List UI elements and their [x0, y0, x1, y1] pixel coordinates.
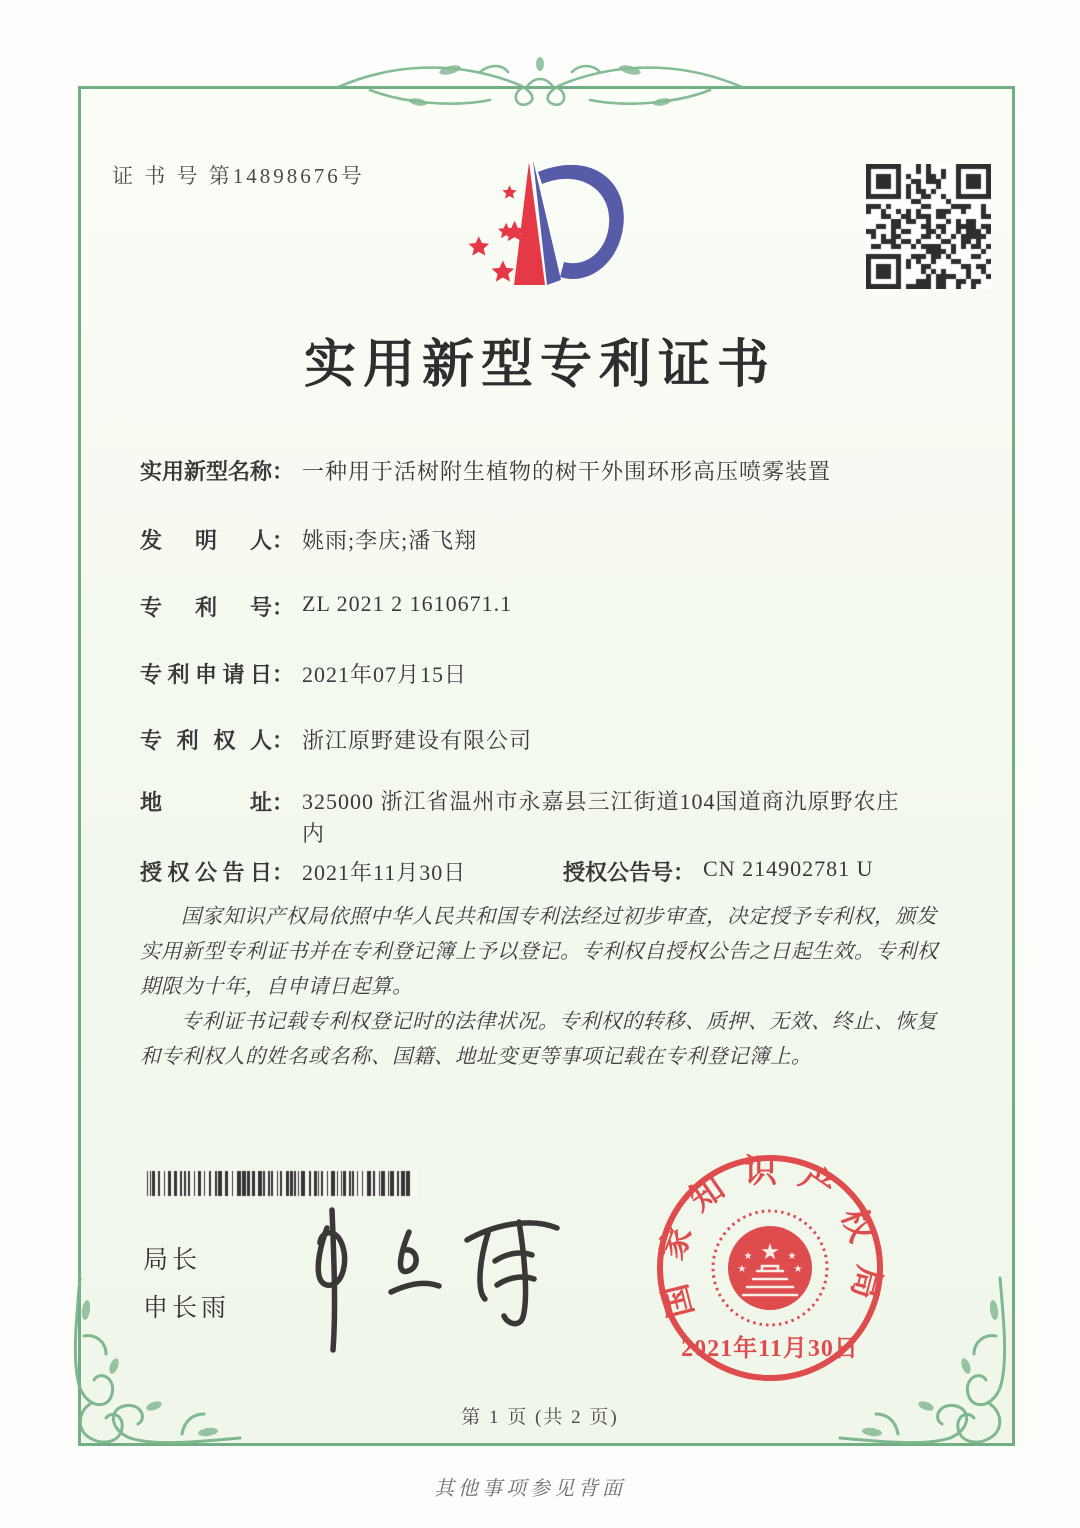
field-row-grant-number	[563, 856, 873, 887]
field-colon: ：	[272, 728, 295, 753]
field-value-patent-number: ZL 2021 2 1610671.1	[302, 591, 513, 616]
field-colon: ：	[272, 459, 295, 484]
field-label-grant-date: 授权公告日	[140, 860, 272, 885]
field-colon: ：	[272, 790, 295, 815]
field-label-inventor: 发明人	[140, 528, 272, 553]
field-label-address: 地址	[140, 790, 272, 815]
field-value-patentee: 浙江原野建设有限公司	[302, 728, 533, 753]
field-value-grant-number: CN 214902781 U	[703, 856, 874, 881]
svg-text:★: ★	[793, 1264, 803, 1275]
field-row-address	[140, 786, 920, 850]
field-colon: ：	[673, 860, 696, 885]
field-value-grant-date: 2021年11月30日	[302, 860, 467, 885]
field-value-filing-date: 2021年07月15日	[302, 662, 468, 687]
director-title-label: 局长	[143, 1247, 202, 1274]
legal-text-block	[140, 900, 952, 1075]
legal-paragraph-1: 国家知识产权局依照中华人民共和国专利法经过初步审查，决定授予专利权，颁发实用新型专利证书并在专利登记簿上予以登记。专利权自授权公告之日起生效。专利权期限为十年，自申请日起算。	[140, 906, 938, 998]
cnipa-logo	[450, 140, 650, 308]
field-colon: ：	[272, 528, 295, 553]
field-label-filing-date: 专利申请日	[140, 662, 272, 687]
field-colon: ：	[272, 595, 295, 620]
svg-text:★: ★	[737, 1264, 747, 1275]
director-signature-handwriting	[285, 1198, 585, 1353]
field-value-inventor: 姚雨;李庆;潘飞翔	[302, 528, 478, 553]
field-label-patent-number: 专利号	[140, 595, 272, 620]
svg-text:★: ★	[760, 1240, 780, 1265]
field-label-grant-number: 授权公告号	[563, 860, 674, 885]
field-label-patentee: 专利权人	[140, 728, 272, 753]
seal-national-emblem	[728, 1226, 812, 1310]
field-row-filing-date	[140, 658, 467, 689]
barcode	[145, 1170, 417, 1197]
field-value-address: 325000 浙江省温州市永嘉县三江街道104国道商氿原野农庄内	[302, 789, 900, 846]
svg-text:★: ★	[787, 1251, 797, 1262]
field-row-inventor	[140, 524, 477, 555]
field-row-grant-date	[140, 856, 466, 887]
field-colon: ：	[272, 860, 295, 885]
certificate-title: 实用新型专利证书	[303, 337, 776, 394]
page-number-footer: 第 1 页 (共 2 页)	[461, 1407, 619, 1428]
seal-date-text: 2021年11月30日	[681, 1336, 859, 1362]
see-reverse-note: 其他事项参见背面	[434, 1478, 626, 1500]
field-row-utility-model-name	[140, 455, 831, 486]
director-name-label: 申长雨	[143, 1295, 231, 1322]
legal-paragraph-2: 专利证书记载专利权登记时的法律状况。专利权的转移、质押、无效、终止、恢复和专利权人的姓名或名称、国籍、地址变更等事项记载在专利登记簿上。	[140, 1011, 937, 1068]
svg-text:★: ★	[743, 1251, 753, 1262]
field-row-patent-number	[140, 591, 512, 622]
qr-code	[866, 164, 991, 289]
certificate-number: 证 书 号 第14898676号	[112, 164, 365, 188]
field-label-name: 实用新型名称	[140, 459, 273, 484]
field-row-patentee	[140, 724, 532, 755]
seal-agency-text: 国家知识产权局	[653, 1154, 887, 1321]
field-value-name: 一种用于活树附生植物的树干外围环形高压喷雾装置	[302, 459, 832, 484]
field-colon: ：	[272, 662, 295, 687]
official-red-seal	[645, 1143, 895, 1393]
